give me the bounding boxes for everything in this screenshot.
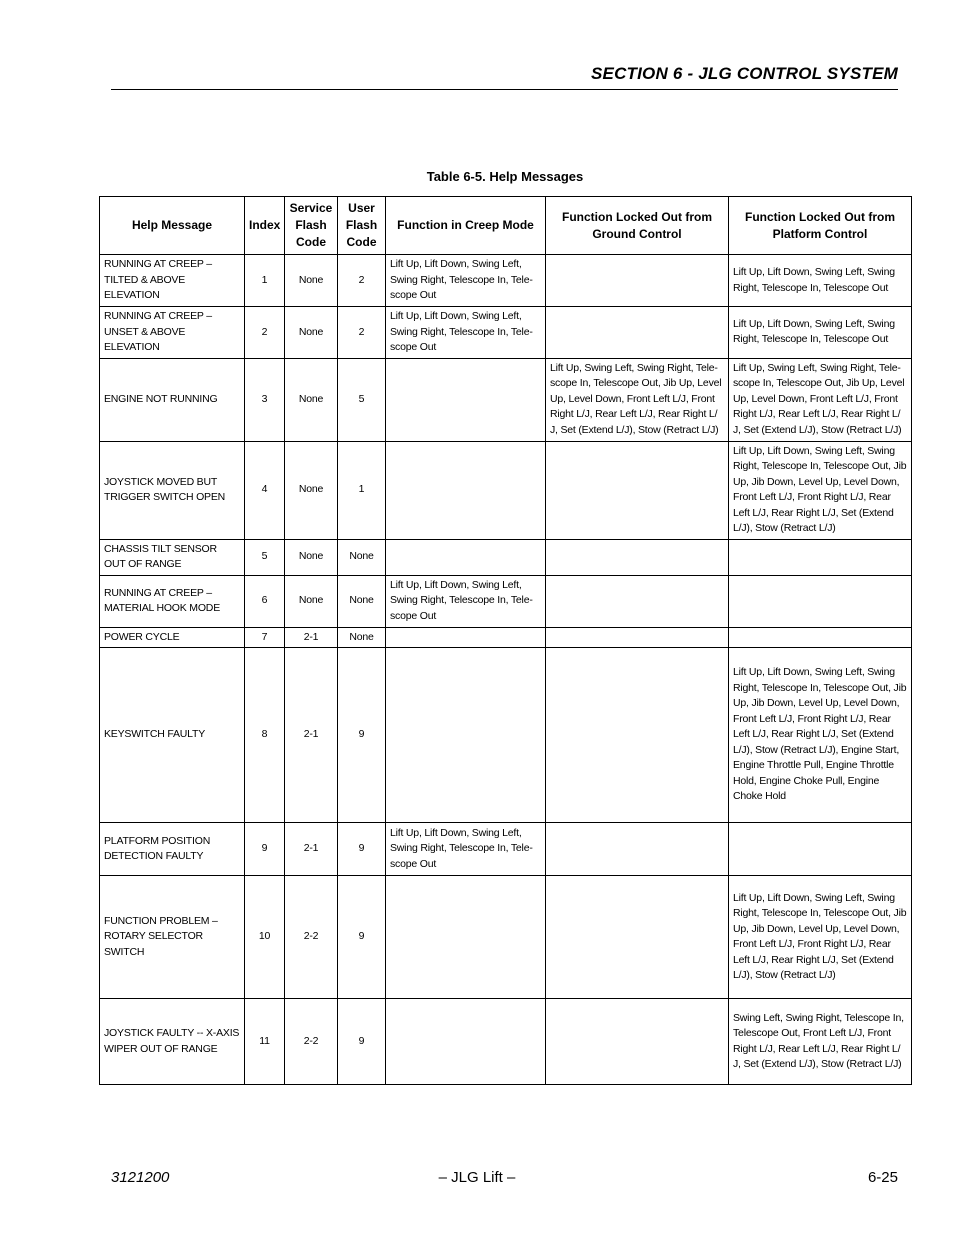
table-cell: CHASSIS TILT SENSOR OUT OF RANGE	[100, 539, 245, 575]
section-title: SECTION 6 - JLG CONTROL SYSTEM	[591, 64, 898, 83]
table-cell: KEYSWITCH FAULTY	[100, 648, 245, 823]
table-cell: 9	[338, 823, 386, 876]
document-number: 3121200	[111, 1169, 170, 1186]
table-cell: 7	[245, 627, 285, 648]
table-cell: 9	[338, 876, 386, 999]
column-header: User Flash Code	[338, 197, 386, 255]
table-cell	[546, 999, 729, 1085]
table-cell: RUNNING AT CREEP – TILTED & ABOVE ELEVATION	[100, 255, 245, 307]
table-cell	[729, 539, 912, 575]
table-cell: Lift Up, Swing Left, Swing Right, Tele-scope In, Telescope Out, Jib Up, Level Up, Level Down, Front Left L/J, Front Right L/J, Rear Left L/J, Rear Right L/ J, Set (Extend L/J), Stow (Retract L/J)	[546, 358, 729, 441]
table-cell: 9	[338, 999, 386, 1085]
table-cell	[546, 823, 729, 876]
table-row	[100, 876, 912, 999]
table-cell: 2-2	[285, 999, 338, 1085]
table-cell: 2-1	[285, 823, 338, 876]
table-cell: PLATFORM POSITION DETECTION FAULTY	[100, 823, 245, 876]
table-row	[100, 648, 912, 823]
table-cell: Lift Up, Lift Down, Swing Left, Swing Right, Telescope In, Telescope Out	[729, 255, 912, 307]
table-cell	[386, 999, 546, 1085]
table-cell	[386, 876, 546, 999]
table-cell: None	[285, 575, 338, 627]
table-cell	[729, 823, 912, 876]
table-cell	[386, 627, 546, 648]
publisher-name: – JLG Lift –	[438, 1169, 516, 1186]
table-cell	[546, 539, 729, 575]
table-cell: None	[285, 307, 338, 359]
table-cell: JOYSTICK MOVED BUT TRIGGER SWITCH OPEN	[100, 441, 245, 539]
table-cell: 2-1	[285, 627, 338, 648]
column-header: Function in Creep Mode	[386, 197, 546, 255]
table-row	[100, 307, 912, 359]
table-cell: None	[338, 575, 386, 627]
table-caption: Table 6-5. Help Messages	[426, 169, 584, 184]
table-cell: 9	[245, 823, 285, 876]
table-cell	[386, 441, 546, 539]
table-cell: 1	[245, 255, 285, 307]
table-cell: None	[285, 539, 338, 575]
table-cell: 3	[245, 358, 285, 441]
table-cell: POWER CYCLE	[100, 627, 245, 648]
table-row	[100, 575, 912, 627]
table-cell: None	[338, 539, 386, 575]
table-cell	[386, 539, 546, 575]
table-cell: Lift Up, Lift Down, Swing Left, Swing Right, Telescope In, Telescope Out	[729, 307, 912, 359]
table-cell: RUNNING AT CREEP – MATERIAL HOOK MODE	[100, 575, 245, 627]
table-cell: Lift Up, Lift Down, Swing Left, Swing Right, Telescope In, Tele-scope Out	[386, 255, 546, 307]
table-row	[100, 539, 912, 575]
table-row	[100, 358, 912, 441]
table-cell	[546, 441, 729, 539]
table-cell: Lift Up, Lift Down, Swing Left, Swing Right, Telescope In, Tele-scope Out	[386, 307, 546, 359]
table-cell: 2	[245, 307, 285, 359]
table-cell: 9	[338, 648, 386, 823]
table-cell	[546, 575, 729, 627]
table-cell: 2-2	[285, 876, 338, 999]
table-cell	[546, 627, 729, 648]
table-cell: None	[285, 358, 338, 441]
table-cell: 2	[338, 255, 386, 307]
table-cell	[386, 648, 546, 823]
table-row	[100, 999, 912, 1085]
table-cell: Swing Left, Swing Right, Telescope In, Telescope Out, Front Left L/J, Front Right L/J, Rear Left L/J, Rear Right L/ J, Set (Extend L/J), Stow (Retract L/J)	[729, 999, 912, 1085]
table-cell: 2	[338, 307, 386, 359]
table-cell: Lift Up, Lift Down, Swing Left, Swing Right, Telescope In, Tele-scope Out	[386, 823, 546, 876]
column-header: Service Flash Code	[285, 197, 338, 255]
table-cell: 4	[245, 441, 285, 539]
table-cell: JOYSTICK FAULTY -- X-AXIS WIPER OUT OF RANGE	[100, 999, 245, 1085]
table-cell: Lift Up, Swing Left, Swing Right, Tele-scope In, Telescope Out, Jib Up, Level Up, Level Down, Front Left L/J, Front Right L/J, Rear Left L/J, Rear Right L/ J, Set (Extend L/J), Stow (Retract L/J)	[729, 358, 912, 441]
table-cell: 2-1	[285, 648, 338, 823]
table-cell: None	[285, 441, 338, 539]
table-row	[100, 823, 912, 876]
table-cell: None	[285, 255, 338, 307]
table-cell: 10	[245, 876, 285, 999]
table-cell: 1	[338, 441, 386, 539]
table-header-row	[100, 197, 912, 255]
table-row	[100, 255, 912, 307]
column-header: Function Locked Out from Ground Control	[546, 197, 729, 255]
table-cell	[546, 307, 729, 359]
table-cell: Lift Up, Lift Down, Swing Left, Swing Right, Telescope In, Telescope Out, Jib Up, Jib Down, Level Up, Level Down, Front Left L/J, Front Right L/J, Rear Left L/J, Rear Right L/J, Set (Extend L/J), Stow (Retract L/J)	[729, 876, 912, 999]
table-cell	[729, 575, 912, 627]
table-body	[100, 255, 912, 1085]
table-cell	[546, 876, 729, 999]
table-cell: FUNCTION PROBLEM – ROTARY SELECTOR SWITCH	[100, 876, 245, 999]
table-cell: 5	[245, 539, 285, 575]
table-cell: 6	[245, 575, 285, 627]
table-cell: None	[338, 627, 386, 648]
table-cell: RUNNING AT CREEP – UNSET & ABOVE ELEVATION	[100, 307, 245, 359]
column-header: Function Locked Out from Platform Control	[729, 197, 912, 255]
column-header: Help Message	[100, 197, 245, 255]
table-row	[100, 441, 912, 539]
table-cell	[729, 627, 912, 648]
page-number: 6-25	[867, 1169, 898, 1186]
table-cell: ENGINE NOT RUNNING	[100, 358, 245, 441]
column-header: Index	[245, 197, 285, 255]
table-cell	[386, 358, 546, 441]
table-cell: Lift Up, Lift Down, Swing Left, Swing Right, Telescope In, Tele-scope Out	[386, 575, 546, 627]
help-messages-table	[99, 196, 912, 1085]
table-cell: Lift Up, Lift Down, Swing Left, Swing Right, Telescope In, Telescope Out, Jib Up, Jib Down, Level Up, Level Down, Front Left L/J, Front Right L/J, Rear Left L/J, Rear Right L/J, Set (Extend L/J), Stow (Retract L/J)	[729, 441, 912, 539]
table-cell: 11	[245, 999, 285, 1085]
table-row	[100, 627, 912, 648]
table-cell	[546, 648, 729, 823]
table-cell: Lift Up, Lift Down, Swing Left, Swing Right, Telescope In, Telescope Out, Jib Up, Jib Down, Level Up, Level Down, Front Left L/J, Front Right L/J, Rear Left L/J, Rear Right L/J, Set (Extend L/J), Stow (Retract L/J), Engine Start, Engine Throttle Pull, Engine Throttle Hold, Engine Choke Pull, Engine Choke Hold	[729, 648, 912, 823]
header-rule	[111, 89, 898, 90]
table-cell: 8	[245, 648, 285, 823]
table-cell: 5	[338, 358, 386, 441]
table-cell	[546, 255, 729, 307]
